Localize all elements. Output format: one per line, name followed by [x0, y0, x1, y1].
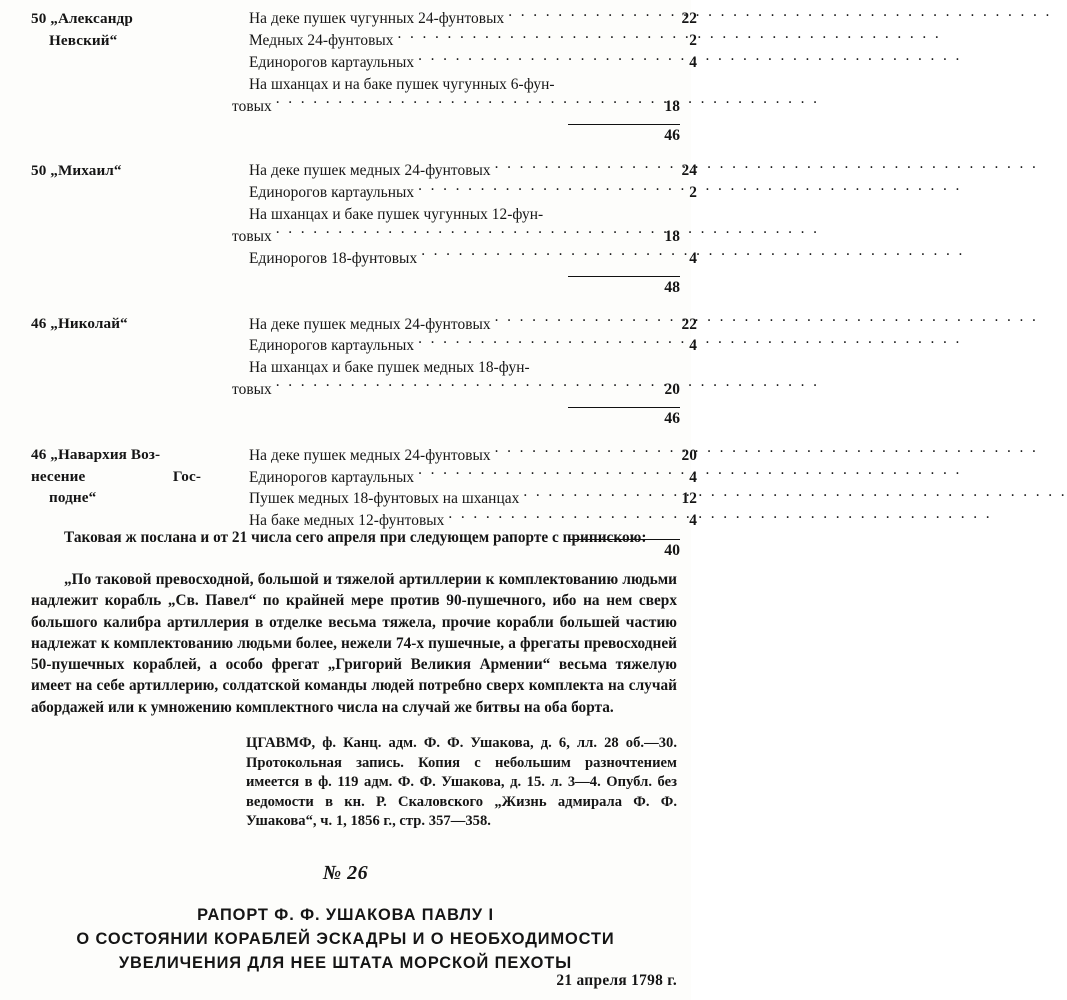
dot-leader: [418, 182, 673, 197]
armament-entry: [232, 335, 697, 357]
armament-entry-label: Пушек медных 18-фунтовых на шханцах: [249, 490, 520, 508]
armament-entry-value: 22: [681, 10, 697, 28]
armament-entry-label-cont: товых: [232, 380, 272, 398]
document-title: [0, 903, 691, 975]
armament-entry-label: Единорогов картаульных: [249, 54, 415, 72]
paragraph-intro: Таковая ж послана и от 21 числа сего апреля при следующем рапорте с припискою:: [64, 529, 647, 546]
armament-entry-value: 2: [689, 32, 697, 50]
armament-list: [232, 313, 697, 400]
armament-entry-value: 4: [689, 468, 697, 486]
armament-entry-label: На деке пушек медных 24-фунтовых: [249, 162, 491, 180]
dot-leader: [276, 225, 656, 240]
dot-leader: [276, 378, 656, 393]
ship-block: [0, 160, 697, 303]
paragraph-quote: „По таковой превосходной, большой и тяжелой артиллерии к комплектованию людьми надлежит корабль „Св. Павел“ по крайней мере против 90-пушечного, ибо на нем сверх большого калибра артиллерия в отделке весьма тяжела, прочие корабли большей частию надлежат к комплектованию людьми более, нежели 74-х пушечные, а фрегаты превосходней 50-пушечных кораблей, а особо фрегат „Григорий Великия Армении“ весьма тяжелую имеет на себе артиллерию, солдатской команды людей потребно сверх комплекта на случай абордажей или к умножению комплектного числа на случай же битвы на оба борта.: [31, 571, 677, 716]
subtotal-value: 48: [664, 279, 680, 297]
armament-entry: [232, 182, 697, 204]
ship-block: [0, 313, 697, 434]
ship-name: [0, 8, 232, 51]
armament-entry-line: [232, 247, 697, 269]
ship-name-fragment: Гос-: [172, 467, 201, 485]
subtotal-rule: [568, 276, 680, 277]
armament-entry-label: На деке пушек чугунных 24-фунтовых: [249, 10, 505, 28]
ship-subtotal: [0, 117, 691, 151]
ship-subtotal: [0, 269, 691, 303]
subtotal-rule: [568, 407, 680, 408]
ship-name-line: Невский“: [49, 31, 118, 49]
ship-name-line: 50 „Александр: [31, 10, 133, 27]
armament-entry-value: 18: [664, 97, 680, 115]
ship-row: [0, 313, 697, 400]
document-title-line: О СОСТОЯНИИ КОРАБЛЕЙ ЭСКАДРЫ И О НЕОБХОДИМОСТИ: [76, 930, 615, 948]
document-title-line: РАПОРТ Ф. Ф. УШАКОВА ПАВЛУ I: [197, 906, 494, 924]
armament-list: [232, 160, 697, 269]
dot-leader: [418, 466, 673, 481]
dot-leader: [495, 444, 673, 459]
ship-name-line: 50 „Михаил“: [31, 162, 122, 180]
armament-entry-value: 4: [689, 54, 697, 72]
armament-entry-value: 4: [689, 337, 697, 355]
armament-entry-line: [232, 335, 697, 357]
dot-leader: [398, 30, 673, 45]
armament-entry-label-cont: товых: [232, 97, 272, 115]
armament-entry-continuation: [232, 95, 680, 117]
ship-name: [0, 444, 232, 509]
armament-list: [232, 444, 697, 532]
ship-name-fragment: несение: [31, 467, 86, 485]
dot-leader: [418, 335, 673, 350]
armament-entry-value: 4: [689, 249, 697, 267]
ship-name-line: 46 „Наварxия Воз-: [31, 446, 161, 464]
armament-entry-label: На деке пушек медных 24-фунтовых: [249, 315, 491, 333]
armament-entry-value: 24: [681, 162, 697, 180]
citation-text: ЦГАВМФ, ф. Канц. адм. Ф. Ф. Ушакова, д. 6, лл. 28 об.—30. Протокольная запись. Копия с небольшим разночтением имеется в ф. 119 адм. Ф. Ф. Ушакова, д. 15. л. 3—4. Опубл. без ведомости в кн. Р. Скаловского „Жизнь адмирала Ф. Ф. Ушакова“, ч. 1, 1856 г., стр. 357—358.: [246, 735, 677, 830]
armament-entry-value: 12: [681, 490, 697, 508]
document-date: 21 апреля 1798 г.: [556, 972, 677, 989]
document-number: № 26: [322, 862, 369, 884]
subtotal-rule: [568, 124, 680, 125]
armament-entry-label: Единорогов 18-фунтовых: [249, 249, 418, 267]
armament-list: [232, 8, 697, 117]
ship-row: [0, 444, 697, 532]
armament-entry-value: 4: [689, 512, 697, 530]
dot-leader: [276, 95, 656, 110]
ship-block: [0, 8, 697, 151]
armament-entry-value: 2: [689, 184, 697, 202]
ship-name: [0, 160, 232, 182]
body-text-block: [31, 527, 677, 548]
dot-leader: [421, 247, 673, 262]
document-title-line: УВЕЛИЧЕНИЯ ДЛЯ НЕЕ ШТАТА МОРСКОЙ ПЕХОТЫ: [118, 954, 573, 972]
armament-entry-label: Единорогов картаульных: [249, 468, 415, 486]
armament-entry-label: На шханцах и на баке пушек чугунных 6-фун-: [249, 75, 555, 93]
ship-armament-table: [0, 0, 697, 566]
ship-row: [0, 160, 697, 269]
dot-leader: [508, 8, 673, 23]
armament-entry-label: На шханцах и баке пушек чугунных 12-фун-: [249, 205, 544, 223]
armament-entry-label: На шханцах и баке пушек медных 18-фун-: [249, 358, 530, 376]
armament-entry: [232, 247, 697, 269]
armament-entry-label: Медных 24-фунтовых: [249, 32, 394, 50]
armament-entry-label: На баке медных 12-фунтовых: [249, 512, 445, 530]
dot-leader: [495, 313, 673, 328]
armament-entry-value: 18: [664, 227, 680, 245]
armament-entry-label: На деке пушек медных 24-фунтовых: [249, 446, 491, 464]
armament-entry: [232, 74, 680, 117]
dot-leader: [448, 510, 673, 525]
ship-subtotal: [0, 400, 691, 434]
body-quote-block: [31, 569, 677, 718]
subtotal-value: 40: [664, 541, 680, 559]
armament-entry-value: 20: [681, 446, 697, 464]
armament-entry-line: [232, 182, 697, 204]
document-heading: [0, 862, 691, 975]
ship-row: [0, 8, 697, 117]
subtotal-value: 46: [664, 127, 680, 145]
ship-name-line: подне“: [49, 489, 97, 507]
armament-entry: [232, 52, 697, 74]
subtotal-value: 46: [664, 410, 680, 428]
archival-citation: [246, 734, 677, 832]
armament-entry-line: [232, 52, 697, 74]
armament-entry-label: Единорогов картаульных: [249, 337, 415, 355]
dot-leader: [523, 488, 673, 503]
ship-name-line: [31, 466, 201, 488]
armament-entry-continuation: [232, 378, 680, 400]
armament-entry: [232, 357, 680, 400]
armament-entry-value: 22: [681, 315, 697, 333]
armament-entry-label-cont: товых: [232, 227, 272, 245]
dot-leader: [495, 160, 673, 175]
armament-entry-value: 20: [664, 380, 680, 398]
dot-leader: [418, 52, 673, 67]
ship-name: [0, 313, 232, 335]
armament-entry-label: Единорогов картаульных: [249, 184, 415, 202]
ship-name-line: 46 „Николай“: [31, 315, 128, 333]
